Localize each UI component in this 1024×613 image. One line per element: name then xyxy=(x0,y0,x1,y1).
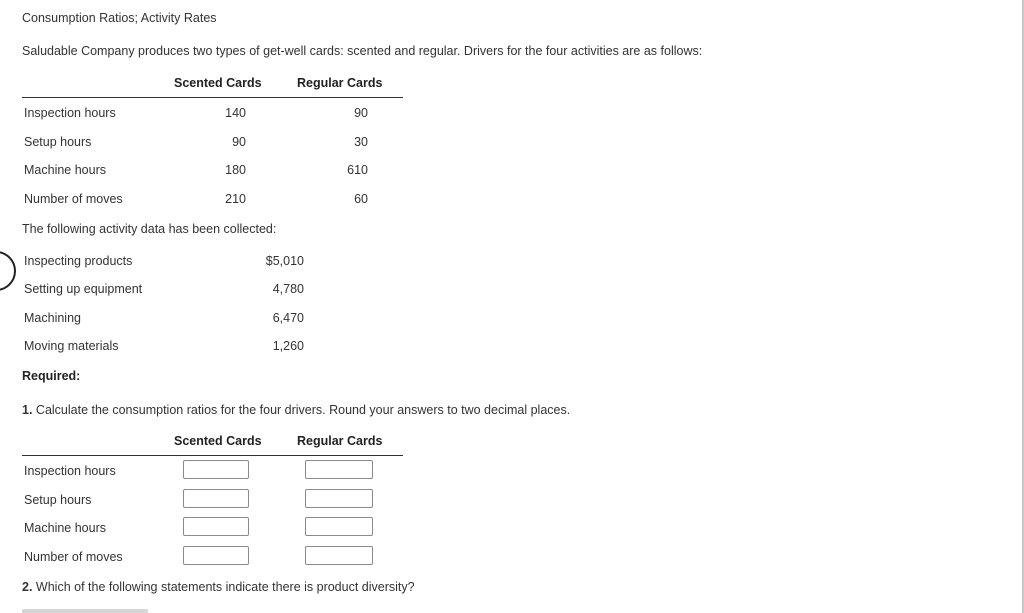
drivers-header-rule xyxy=(22,97,403,98)
answer-header-scented: Scented Cards xyxy=(174,434,262,448)
page-title: Consumption Ratios; Activity Rates xyxy=(22,11,217,25)
drivers-header-regular: Regular Cards xyxy=(297,76,383,90)
activity-row-value: $5,010 xyxy=(265,254,304,268)
activity-row-label: Inspecting products xyxy=(24,254,133,268)
question-2-number: 2. xyxy=(22,580,33,594)
activity-row-label: Moving materials xyxy=(24,339,119,353)
question-2-text: Which of the following statements indicate there is product diversity? xyxy=(35,580,415,594)
question-1-text: Calculate the consumption ratios for the four drivers. Round your answers to two decimal places. xyxy=(35,403,571,417)
setup-hours-regular-input[interactable] xyxy=(305,489,373,508)
answer-header-rule xyxy=(22,455,403,456)
activity-row-value: 4,780 xyxy=(272,282,304,296)
required-heading: Required: xyxy=(22,369,81,383)
intro-text: Saludable Company produces two types of get-well cards: scented and regular. Drivers for the four activities are as follows: xyxy=(22,44,703,58)
drivers-row-scented: 210 xyxy=(225,192,246,206)
answer-row-label: Setup hours xyxy=(24,493,92,507)
drivers-row-label: Inspection hours xyxy=(24,106,116,120)
question-1-number: 1. xyxy=(22,403,33,417)
drivers-row-regular: 610 xyxy=(347,163,368,177)
drivers-header-scented: Scented Cards xyxy=(174,76,262,90)
machine-hours-regular-input[interactable] xyxy=(305,517,373,536)
drivers-row-scented: 90 xyxy=(232,135,246,149)
number-of-moves-scented-input[interactable] xyxy=(183,546,249,565)
drivers-row-label: Setup hours xyxy=(24,135,92,149)
machine-hours-scented-input[interactable] xyxy=(183,517,249,536)
dropdown-edge[interactable] xyxy=(22,609,148,613)
question-2 xyxy=(22,580,415,594)
drivers-row-regular: 30 xyxy=(354,135,368,149)
activity-row-label: Machining xyxy=(24,311,81,325)
drivers-row-label: Machine hours xyxy=(24,163,106,177)
activity-row-value: 1,260 xyxy=(272,339,304,353)
answer-row-label: Inspection hours xyxy=(24,464,116,478)
activity-row-label: Setting up equipment xyxy=(24,282,143,296)
answer-row-label: Number of moves xyxy=(24,550,123,564)
drivers-row-scented: 140 xyxy=(225,106,246,120)
drivers-row-regular: 90 xyxy=(354,106,368,120)
question-1 xyxy=(22,403,570,417)
answer-row-label: Machine hours xyxy=(24,521,106,535)
drivers-row-regular: 60 xyxy=(354,192,368,206)
answer-header-regular: Regular Cards xyxy=(297,434,383,448)
inspection-hours-scented-input[interactable] xyxy=(183,460,249,479)
drivers-row-scented: 180 xyxy=(225,163,246,177)
inspection-hours-regular-input[interactable] xyxy=(305,460,373,479)
activity-row-value: 6,470 xyxy=(272,311,304,325)
setup-hours-scented-input[interactable] xyxy=(183,489,249,508)
left-edge-circle-icon xyxy=(0,251,16,291)
number-of-moves-regular-input[interactable] xyxy=(305,546,373,565)
activity-intro: The following activity data has been collected: xyxy=(22,222,277,236)
drivers-row-label: Number of moves xyxy=(24,192,123,206)
